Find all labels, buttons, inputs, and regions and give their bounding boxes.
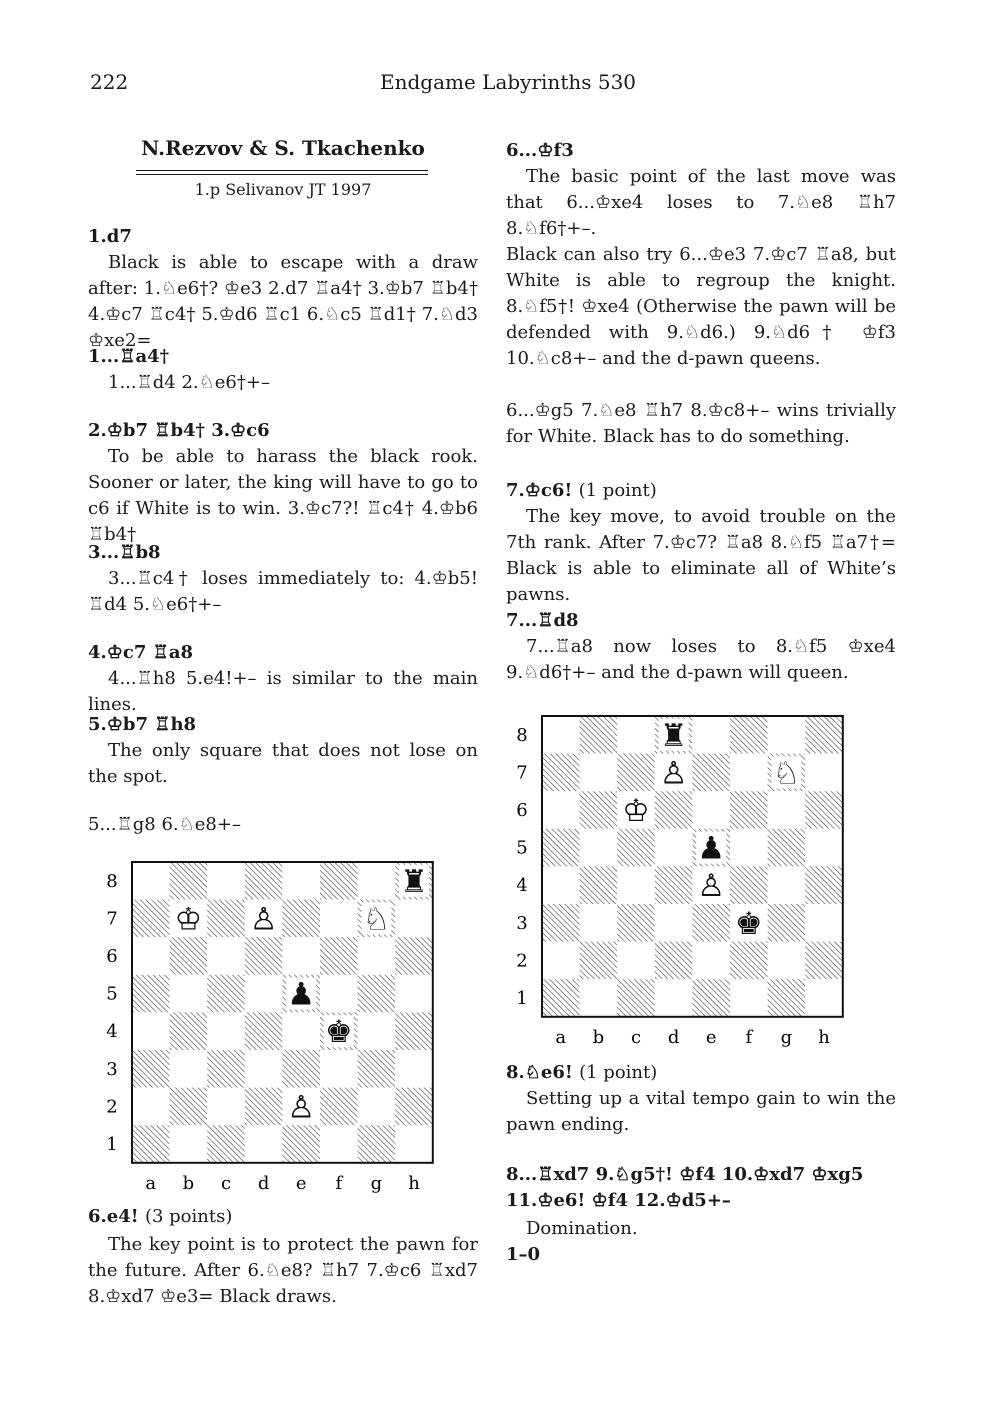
board-square-f5: [320, 975, 358, 1013]
board-square-g2: [768, 942, 806, 980]
board-square-g4: [358, 1012, 396, 1050]
board-square-b5: [580, 829, 618, 867]
title-rule-bottom: [136, 174, 428, 175]
move-text: 8.♘e6!: [506, 1062, 573, 1083]
file-label-f: f: [335, 1172, 343, 1194]
move-heading: 3...♖b8: [88, 542, 161, 563]
board-square-g3: [768, 904, 806, 942]
rank-label-3: 3: [106, 1058, 118, 1080]
board-square-h8: [805, 716, 843, 754]
page-number: 222: [90, 70, 129, 94]
board-square-a6: [132, 937, 170, 975]
file-label-h: h: [818, 1026, 830, 1048]
move-heading: [88, 1204, 478, 1230]
board-square-g5: [358, 975, 396, 1013]
board-square-f4: [730, 866, 768, 904]
board-square-a3: [132, 1050, 170, 1088]
board-square-h6: [395, 937, 433, 975]
move-heading: [506, 478, 896, 504]
board-square-e2: [692, 942, 730, 980]
board-square-a1: [132, 1125, 170, 1163]
move-points: (1 point): [578, 480, 657, 501]
board-square-d3: [655, 904, 693, 942]
board-square-d4: [655, 866, 693, 904]
board-square-b1: [580, 979, 618, 1017]
board-square-f8: [320, 862, 358, 900]
rank-label-2: 2: [516, 950, 528, 972]
board-square-f3: [320, 1050, 358, 1088]
board-square-d5: [245, 975, 283, 1013]
board-square-a4: [542, 866, 580, 904]
commentary: 4...♖h8 5.e4!+– is similar to the main lines.: [88, 668, 478, 715]
board-square-d1: [655, 979, 693, 1017]
rank-label-1: 1: [516, 988, 528, 1009]
board-square-e7: [282, 900, 320, 938]
board-square-f7: [730, 754, 768, 792]
board-square-h3: [805, 904, 843, 942]
board-square-a2: [542, 942, 580, 980]
board-square-h4: [395, 1012, 433, 1050]
rank-label-5: 5: [106, 983, 118, 1005]
board-square-d6: [245, 937, 283, 975]
board-square-a3: [542, 904, 580, 942]
board-square-a7: [542, 754, 580, 792]
board-square-c2: [207, 1088, 245, 1126]
commentary: Black is able to escape with a draw after: 1.♘e6†? ♔e3 2.d7 ♖a4† 3.♔b7 ♖b4† 4.♔c7 ♖c4† 5.♔d6 ♖c1 6.♘c5 ♖d1† 7.♘d3 ♔xe2=: [88, 252, 478, 351]
board-square-g3: [358, 1050, 396, 1088]
commentary: 5...♖g8 6.♘e8+–: [88, 814, 241, 835]
study-title: N.Rezvov & S. Tkachenko: [141, 136, 425, 160]
board-square-f7: [320, 900, 358, 938]
board-square-b7: [580, 754, 618, 792]
commentary: Domination.: [526, 1218, 638, 1239]
board-square-a4: [132, 1012, 170, 1050]
rank-label-6: 6: [516, 800, 528, 821]
commentary: The key move, to avoid trouble on the 7th rank. After 7.♔c7? ♖a8 8.♘f5 ♖a7†= Black is able to eliminate all of White’s pawns.: [506, 506, 896, 605]
board-square-a1: [542, 979, 580, 1017]
board-square-h3: [395, 1050, 433, 1088]
move-text: 7.♔c6!: [506, 480, 573, 501]
rank-label-4: 4: [106, 1021, 118, 1043]
board-square-f1: [730, 979, 768, 1017]
board-square-b4: [580, 866, 618, 904]
board-square-b6: [170, 937, 208, 975]
board-square-d4: [245, 1012, 283, 1050]
board-square-b1: [170, 1125, 208, 1163]
board-square-e3: [692, 904, 730, 942]
black-rook-d8: ♜: [659, 717, 688, 754]
commentary: 7...♖a8 now loses to 8.♘f5 ♔xe4 9.♘d6†+– and the d-pawn will queen.: [506, 636, 896, 683]
white-king-b7: ♔: [174, 901, 203, 938]
board-square-b2: [170, 1088, 208, 1126]
move-points: (1 point): [579, 1062, 658, 1083]
board-square-c8: [617, 716, 655, 754]
black-king-f4: ♚: [324, 1014, 353, 1051]
board-square-g6: [358, 937, 396, 975]
board-square-c1: [617, 979, 655, 1017]
board-square-c7: [617, 754, 655, 792]
board-square-h4: [805, 866, 843, 904]
board-square-b5: [170, 975, 208, 1013]
commentary: Black can also try 6...♔e3 7.♔c7 ♖a8, but White is able to regroup the knight. 8.♘f5†! ♔xe4 (Otherwise the pawn will be defended with 9.♘d6.) 9.♘d6† ♔f3 10.♘c8+– and the d-pawn queens.: [506, 244, 896, 369]
file-label-d: d: [257, 1172, 270, 1194]
file-label-f: f: [745, 1026, 753, 1048]
rank-label-1: 1: [106, 1134, 118, 1155]
black-king-f3: ♚: [734, 905, 763, 942]
board-square-d5: [655, 829, 693, 867]
board-square-e8: [692, 716, 730, 754]
board-square-c4: [617, 866, 655, 904]
board-square-h2: [805, 942, 843, 980]
file-label-e: e: [705, 1026, 717, 1048]
rank-label-6: 6: [106, 946, 118, 967]
white-pawn-d7: ♙: [249, 901, 278, 938]
move-heading: 1.d7: [88, 226, 132, 247]
move-heading: 4.♔c7 ♖a8: [88, 642, 194, 663]
board-square-b3: [580, 904, 618, 942]
title-rule-top: [136, 170, 428, 171]
board-square-c5: [617, 829, 655, 867]
board-square-g5: [768, 829, 806, 867]
commentary: The key point is to protect the pawn for the future. After 6.♘e8? ♖h7 7.♔c6 ♖xd7 8.♔xd7 ♔e3= Black draws.: [88, 1234, 478, 1307]
move-heading: 6...♔f3: [506, 140, 574, 161]
black-pawn-e5: ♟: [697, 830, 726, 867]
commentary: The basic point of the last move was that 6...♔xe4 loses to 7.♘e8 ♖h7 8.♘f6†+–.: [506, 166, 896, 239]
rank-label-5: 5: [516, 837, 528, 859]
board-square-a7: [132, 900, 170, 938]
black-rook-h8: ♜: [400, 863, 428, 900]
white-king-c6: ♔: [622, 793, 650, 829]
commentary: 6...♔g5 7.♘e8 ♖h7 8.♔c8+– wins trivially for White. Black has to do something.: [506, 400, 896, 447]
file-label-g: g: [370, 1172, 383, 1194]
file-label-g: g: [780, 1026, 793, 1048]
board-square-h2: [395, 1088, 433, 1126]
commentary: 1...♖d4 2.♘e6†+–: [108, 372, 270, 393]
white-knight-g7: ♘: [772, 755, 801, 792]
file-label-b: b: [182, 1172, 195, 1194]
board-square-c1: [207, 1125, 245, 1163]
board-square-c4: [207, 1012, 245, 1050]
board-square-g1: [358, 1125, 396, 1163]
board-square-f6: [320, 937, 358, 975]
board-square-c3: [207, 1050, 245, 1088]
board-square-d2: [245, 1088, 283, 1126]
board-square-b8: [170, 862, 208, 900]
board-square-g6: [768, 791, 806, 829]
board-square-h7: [805, 754, 843, 792]
white-pawn-e4: ♙: [697, 868, 726, 905]
board-square-g8: [768, 716, 806, 754]
board-square-e6: [692, 791, 730, 829]
black-pawn-e5: ♟: [287, 976, 316, 1013]
move-heading: 8...♖xd7 9.♘g5†! ♔f4 10.♔xd7 ♔xg5 11.♔e6! ♔f4 12.♔d5+–: [506, 1164, 864, 1211]
board-square-c6: [207, 937, 245, 975]
commentary: The only square that does not lose on the spot.: [88, 740, 478, 787]
board-square-e7: [692, 754, 730, 792]
board-square-h1: [805, 979, 843, 1017]
board-square-e1: [692, 979, 730, 1017]
file-label-c: c: [630, 1026, 642, 1048]
board-square-d2: [655, 942, 693, 980]
rank-label-4: 4: [516, 875, 528, 897]
move-heading: 1...♖a4†: [88, 346, 170, 367]
board-square-a5: [132, 975, 170, 1013]
board-square-e4: [282, 1012, 320, 1050]
file-label-h: h: [408, 1172, 420, 1194]
board-square-f2: [730, 942, 768, 980]
board-square-a5: [542, 829, 580, 867]
board-square-d3: [245, 1050, 283, 1088]
chess-diagram-1: [96, 856, 446, 1196]
file-label-e: e: [295, 1172, 307, 1194]
board-square-g1: [768, 979, 806, 1017]
file-label-b: b: [592, 1026, 605, 1048]
file-label-a: a: [555, 1026, 567, 1048]
board-square-g8: [358, 862, 396, 900]
move-heading: [506, 1060, 896, 1086]
rank-label-8: 8: [516, 724, 528, 746]
board-square-c7: [207, 900, 245, 938]
chess-diagram-2: [506, 710, 856, 1050]
game-result: 1–0: [506, 1244, 541, 1265]
commentary: 3...♖c4† loses immediately to: 4.♔b5! ♖d4 5.♘e6†+–: [88, 568, 478, 615]
board-square-h5: [395, 975, 433, 1013]
board-square-c2: [617, 942, 655, 980]
commentary: Setting up a vital tempo gain to win the pawn ending.: [506, 1088, 896, 1135]
board-square-c3: [617, 904, 655, 942]
board-square-g4: [768, 866, 806, 904]
file-label-a: a: [145, 1172, 157, 1194]
move-heading: 7...♖d8: [506, 610, 579, 631]
board-square-b3: [170, 1050, 208, 1088]
board-square-a8: [542, 716, 580, 754]
board-square-e8: [282, 862, 320, 900]
board-square-b4: [170, 1012, 208, 1050]
rank-label-7: 7: [516, 762, 528, 784]
board-square-h6: [805, 791, 843, 829]
commentary: To be able to harass the black rook. Sooner or later, the king will have to go to c6 if White is to win. 3.♔c7?! ♖c4† 4.♔b6 ♖b4†: [88, 446, 478, 545]
board-square-e1: [282, 1125, 320, 1163]
move-points: (3 points): [144, 1206, 233, 1227]
rank-label-7: 7: [106, 908, 118, 930]
board-square-d6: [655, 791, 693, 829]
move-text: 6.e4!: [88, 1206, 139, 1227]
board-square-a6: [542, 791, 580, 829]
file-label-c: c: [220, 1172, 232, 1194]
board-square-b2: [580, 942, 618, 980]
white-pawn-e2: ♙: [287, 1089, 316, 1126]
rank-label-3: 3: [516, 912, 528, 934]
move-heading: 5.♔b7 ♖h8: [88, 714, 197, 735]
file-label-d: d: [667, 1026, 680, 1048]
board-square-b6: [580, 791, 618, 829]
board-square-f5: [730, 829, 768, 867]
white-pawn-d7: ♙: [659, 755, 688, 792]
board-square-f2: [320, 1088, 358, 1126]
board-square-f1: [320, 1125, 358, 1163]
board-square-h7: [395, 900, 433, 938]
board-square-b8: [580, 716, 618, 754]
study-source: 1.p Selivanov JT 1997: [194, 180, 372, 199]
board-square-c5: [207, 975, 245, 1013]
board-square-d8: [245, 862, 283, 900]
board-square-e3: [282, 1050, 320, 1088]
board-square-a2: [132, 1088, 170, 1126]
white-knight-g7: ♘: [362, 901, 391, 938]
board-square-h5: [805, 829, 843, 867]
board-square-f6: [730, 791, 768, 829]
board-square-a8: [132, 862, 170, 900]
board-square-e6: [282, 937, 320, 975]
board-square-h1: [395, 1125, 433, 1163]
rank-label-8: 8: [106, 870, 118, 892]
board-square-c8: [207, 862, 245, 900]
board-square-f8: [730, 716, 768, 754]
rank-label-2: 2: [106, 1096, 118, 1118]
board-square-d1: [245, 1125, 283, 1163]
running-title: Endgame Labyrinths 530: [380, 70, 637, 94]
move-heading: 2.♔b7 ♖b4† 3.♔c6: [88, 420, 270, 441]
board-square-g2: [358, 1088, 396, 1126]
